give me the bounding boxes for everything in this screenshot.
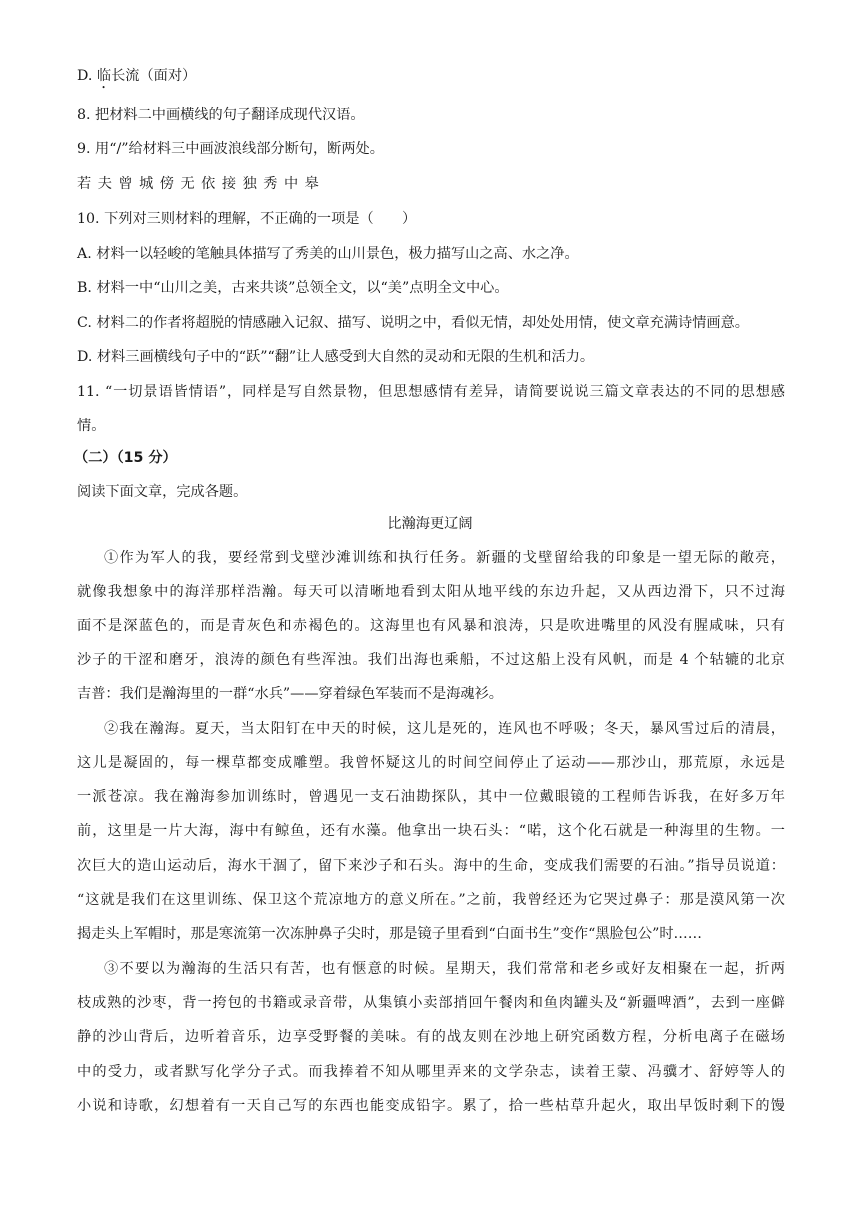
- paragraph-line: 沙子的干涩和磨牙，浪涛的颜色有些浑浊。我们出海也乘船，不过这船上没有风帆，而是 4 个轱辘的北京: [77, 652, 785, 668]
- question-10: 10. 下列对三则材料的理解，不正确的一项是（ ）: [77, 211, 417, 227]
- emphasis-dotted-char: 临: [96, 68, 112, 84]
- paragraph-line: 这儿是凝固的，每一棵草都变成雕塑。我曾怀疑这儿的时间空间停止了运动——那沙山，那荒原，永远是: [77, 755, 785, 771]
- paragraph-line: 一派苍凉。我在瀚海参加训练时，曾遇见一支石油勘探队，其中一位戴眼镜的工程师告诉我，在好多万年: [77, 789, 785, 805]
- paragraph-line: “这就是我们在这里训练、保卫这个荒凉地方的意义所在。”之前，我曾经还为它哭过鼻子：那是漠风第一次: [77, 892, 785, 908]
- paragraph-line: 就像我想象中的海洋那样浩瀚。每天可以清晰地看到太阳从地平线的东边升起，又从西边滑下，只不过海: [77, 584, 785, 600]
- section-heading: （二）（15 分）: [74, 450, 177, 466]
- paragraph-line: 小说和诗歌，幻想着有一天自己写的东西也能变成铅字。累了，拾一些枯草升起火，取出早饭时剩下的馒: [77, 1098, 785, 1114]
- paragraph-line: ②我在瀚海。夏天，当太阳钉在中天的时候，这儿是死的，连风也不呼吸；冬天，暴风雪过后的清晨，: [104, 721, 785, 737]
- reading-instruction: 阅读下面文章，完成各题。: [77, 484, 248, 500]
- question-10-option-c: C. 材料二的作者将超脱的情感融入记叙、描写、说明之中，看似无情，却处处用情，使文章充满诗情画意。: [77, 315, 749, 331]
- paragraph-line: 吉普：我们是瀚海里的一群“水兵”——穿着绿色军装而不是海魂衫。: [77, 686, 503, 702]
- question-10-option-b: B. 材料一中“山川之美，古来共谈”总领全文，以“美”点明全文中心。: [77, 280, 509, 296]
- question-11-line-2: 情。: [77, 418, 106, 434]
- question-11-line-1: 11. “一切景语皆情语”，同样是写自然景物，但思想感情有差异，请简要说说三篇文章表达的不同的思想感: [77, 384, 785, 400]
- question-10-option-a: A. 材料一以轻峻的笔触具体描写了秀美的山川景色，极力描写山之高、水之净。: [77, 246, 579, 262]
- paragraph-line: 面不是深蓝色的，而是青灰色和赤褐色的。这海里也有风暴和浪涛，只是吹进嘴里的风没有腥咸味，只有: [77, 618, 785, 634]
- paragraph-line: 次巨大的造山运动后，海水干涸了，留下来沙子和石头。海中的生命，变成我们需要的石油。”指导员说道：: [77, 858, 785, 874]
- question-10-option-d: D. 材料三画横线句子中的“跃”“翻”让人感受到大自然的灵动和无限的生机和活力。: [77, 349, 595, 365]
- question-9: 9. 用“/”给材料三中画波浪线部分断句，断两处。: [77, 141, 384, 157]
- paragraph-line: 揭走头上军帽时，那是寒流第一次冻肿鼻子尖时，那是镜子里看到“白面书生”变作“黑脸包公”时……: [77, 926, 702, 942]
- paragraph-line: 静的沙山背后，边听着音乐，边享受野餐的美味。有的战友则在沙地上研究函数方程，分析电离子在磁场: [77, 1029, 785, 1045]
- paragraph-line: 枝成熟的沙枣，背一挎包的书籍或录音带，从集镇小卖部捎回午餐肉和鱼肉罐头及“新疆啤酒”，去到一座僻: [77, 995, 785, 1011]
- question-8: 8. 把材料二中画横线的句子翻译成现代汉语。: [77, 107, 365, 123]
- paragraph-line: ③不要以为瀚海的生活只有苦，也有惬意的时候。星期天，我们常常和老乡或好友相聚在一起，折两: [104, 961, 785, 977]
- paragraph-line: 前，这里是一片大海，海中有鲸鱼，还有水藻。他拿出一块石头：“喏，这个化石就是一种海里的生物。一: [77, 823, 785, 839]
- article-title: 比瀚海更辽阔: [387, 516, 473, 532]
- paragraph-line: 中的受力，或者默写化学分子式。而我捧着不知从哪里弄来的文学杂志，读着王蒙、冯骥才、舒婷等人的: [77, 1064, 785, 1080]
- q7-option-d: D. 临长流（面对）: [77, 68, 197, 84]
- question-9-text: 若 夫 曾 城 傍 无 依 接 独 秀 中 皋: [77, 176, 319, 192]
- paragraph-line: ①作为军人的我，要经常到戈壁沙滩训练和执行任务。新疆的戈壁留给我的印象是一望无际的敞亮，: [104, 550, 785, 566]
